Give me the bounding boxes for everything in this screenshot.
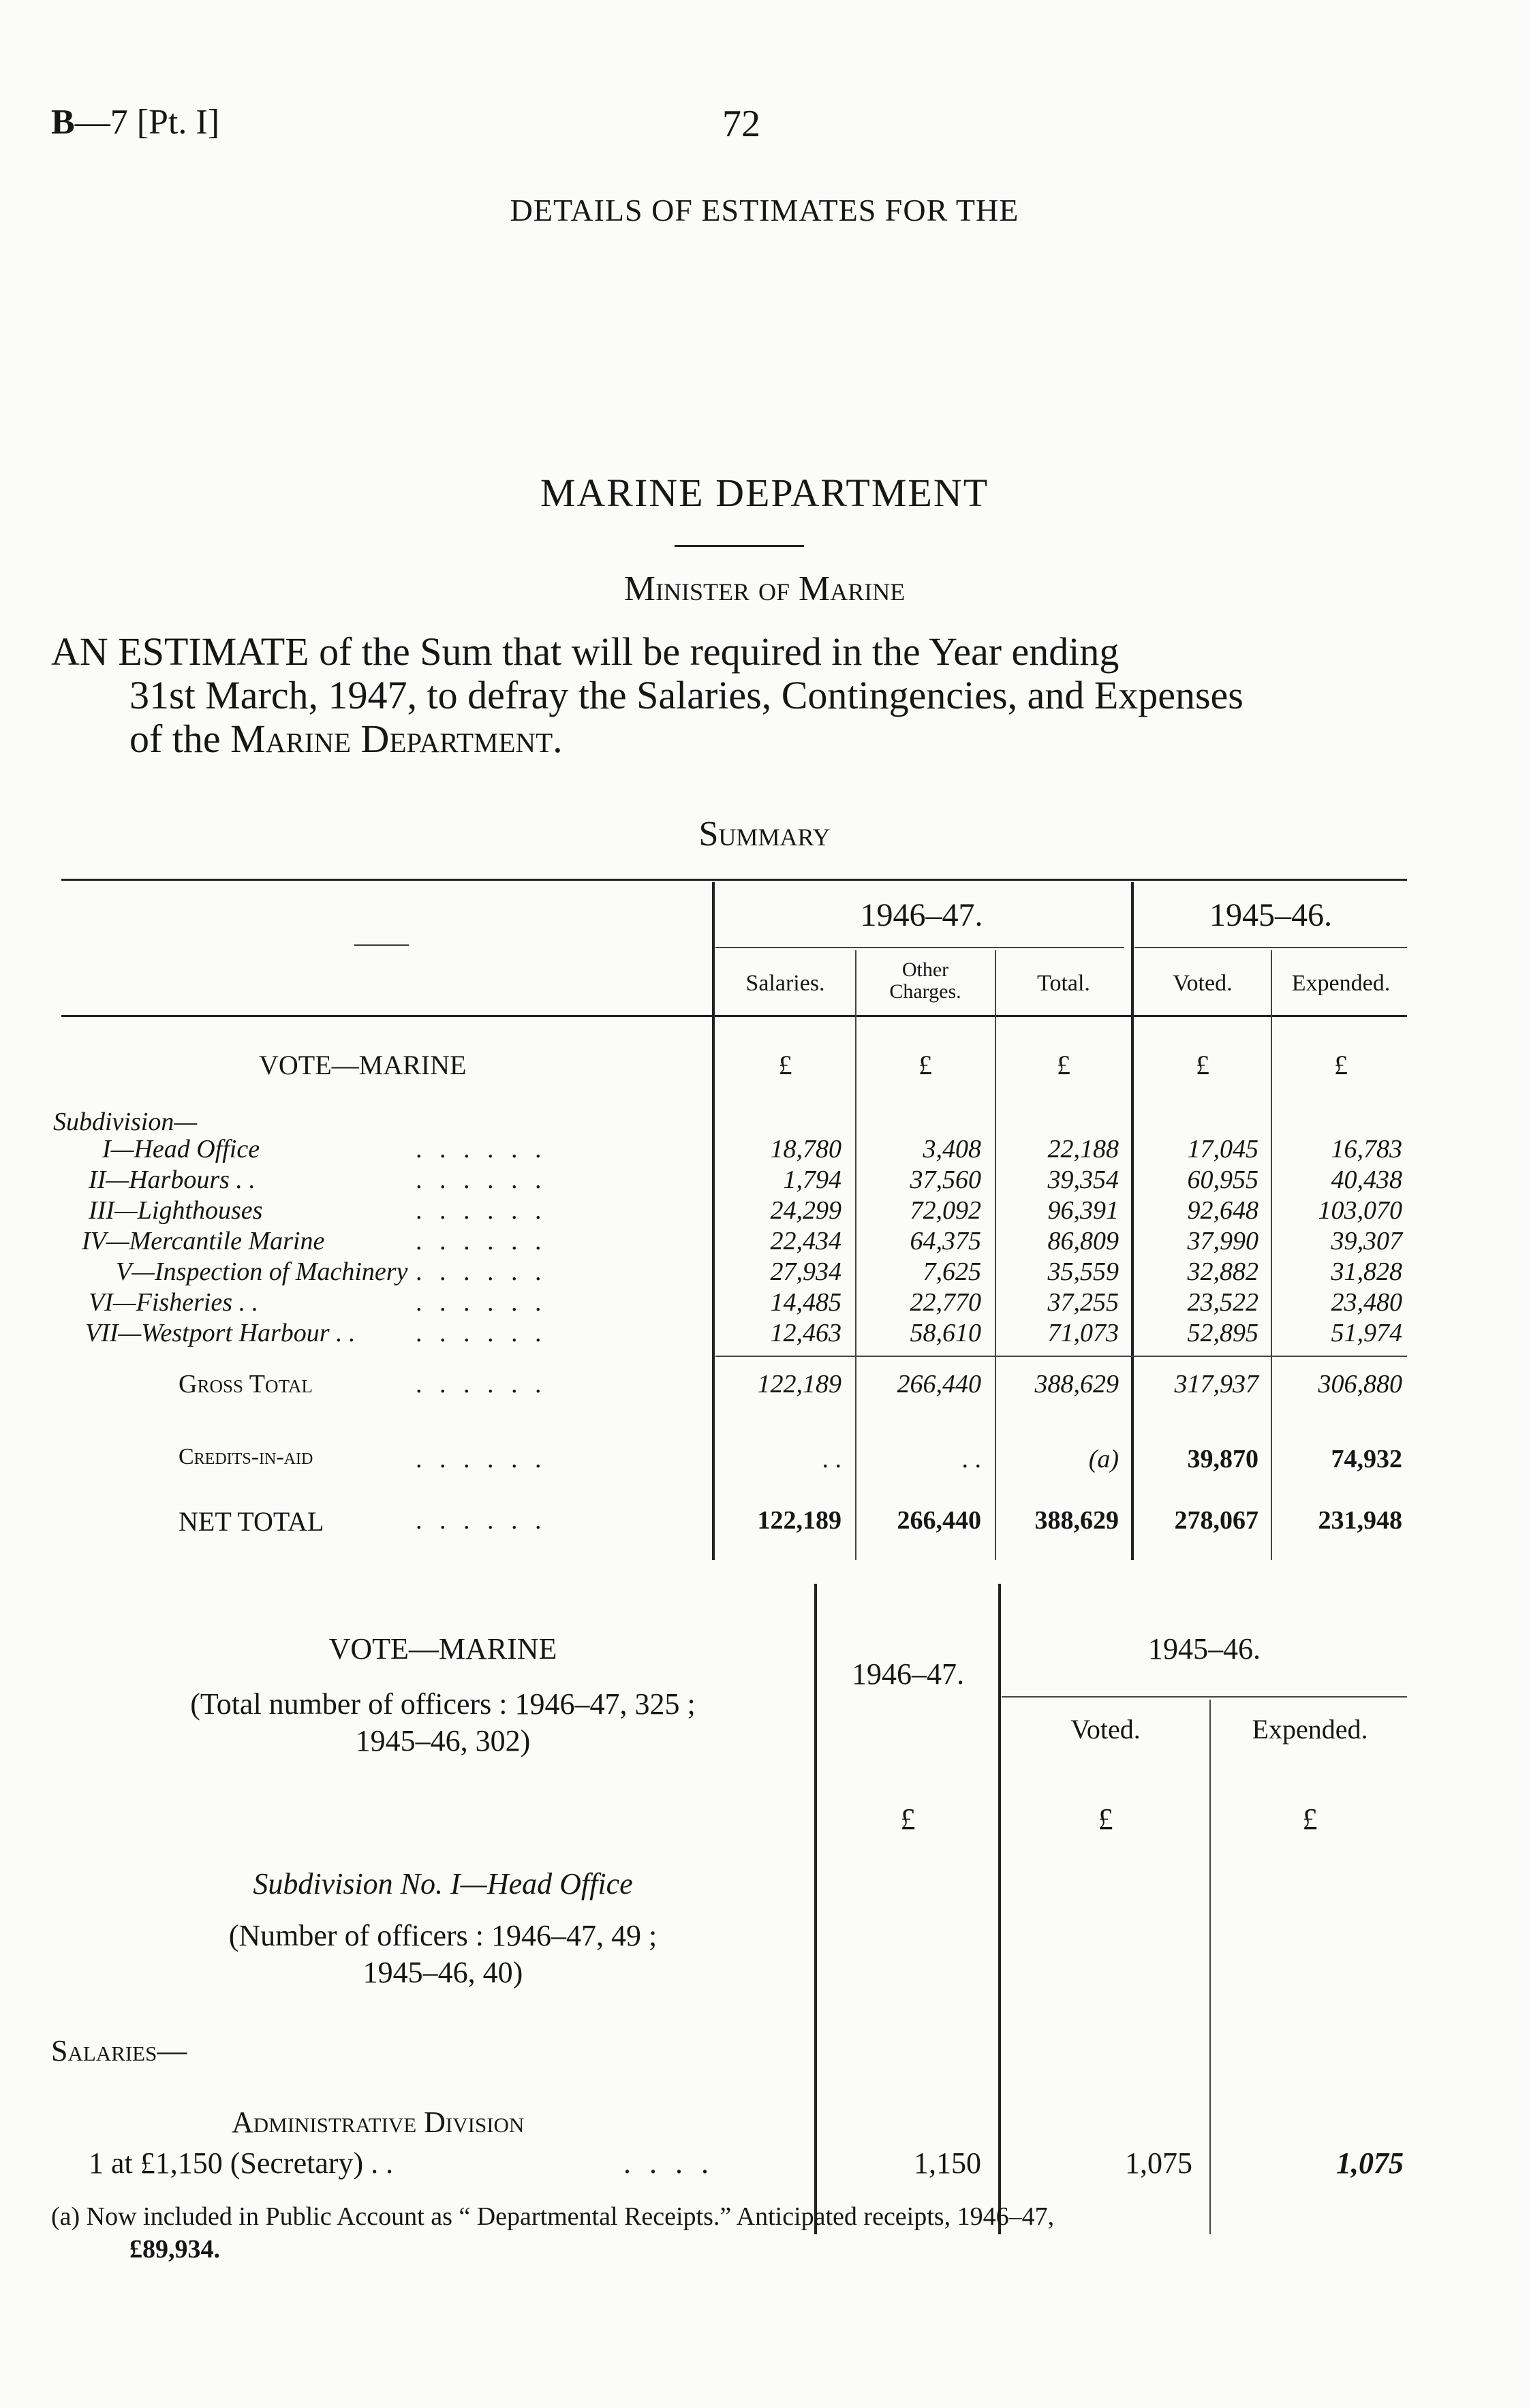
credits-expended: 74,932 bbox=[1331, 1445, 1402, 1473]
summary-title: Summary bbox=[698, 815, 831, 854]
col-salaries: Salaries. bbox=[745, 971, 825, 996]
subdivision-label: Subdivision— bbox=[53, 1108, 198, 1136]
year-previous-rule bbox=[1134, 947, 1407, 948]
footnote-line-2: £89,934. bbox=[129, 2235, 220, 2264]
net-total-label: NET TOTAL bbox=[179, 1506, 324, 1537]
currency-symbol: £ bbox=[918, 1050, 932, 1080]
col-voted: Voted. bbox=[1173, 971, 1233, 996]
summary-cell-other: 22,770 bbox=[910, 1288, 981, 1317]
credits-other: . . bbox=[961, 1445, 981, 1473]
col-expended: Expended. bbox=[1291, 971, 1391, 996]
summary-cell-other: 72,092 bbox=[910, 1196, 981, 1225]
summary-cell-expended: 16,783 bbox=[1331, 1135, 1402, 1163]
leader-dots: . . . . . . bbox=[416, 1319, 547, 1347]
summary-cell-salaries: 24,299 bbox=[770, 1196, 841, 1225]
summary-cell-salaries: 27,934 bbox=[770, 1257, 841, 1286]
department-title: MARINE DEPARTMENT bbox=[540, 471, 989, 515]
title-rule bbox=[675, 545, 804, 547]
salaries-heading: Salaries— bbox=[51, 2034, 187, 2067]
gross-total: 388,629 bbox=[1034, 1370, 1119, 1398]
currency-symbol: £ bbox=[1334, 1050, 1348, 1080]
subdivision-row-label: VII—Westport Harbour . . bbox=[85, 1319, 356, 1347]
summary-cell-salaries: 1,794 bbox=[783, 1166, 841, 1194]
page-number: 72 bbox=[722, 103, 760, 145]
leader-dots: . . . . . . bbox=[416, 1257, 547, 1286]
item-expended: 1,075 bbox=[1336, 2146, 1404, 2180]
label-divider bbox=[712, 882, 715, 1560]
summary-cell-salaries: 12,463 bbox=[770, 1319, 841, 1347]
detail-year-previous: 1945–46. bbox=[1148, 1632, 1261, 1666]
summary-cell-other: 37,560 bbox=[910, 1166, 981, 1194]
credits-voted: 39,870 bbox=[1187, 1445, 1258, 1473]
summary-cell-salaries: 22,434 bbox=[770, 1227, 841, 1255]
detail-year-current: 1946–47. bbox=[852, 1657, 964, 1691]
gross-voted: 317,937 bbox=[1174, 1370, 1258, 1398]
summary-cell-total: 96,391 bbox=[1047, 1196, 1119, 1225]
item-current: 1,150 bbox=[914, 2146, 981, 2180]
subdivision-row-label: II—Harbours . . bbox=[89, 1166, 256, 1194]
year-divider bbox=[1131, 882, 1134, 1560]
footnote-line-1: (a) Now included in Public Account as “ Departmental Receipts.” Anticipated receipts, 1946–47, bbox=[51, 2202, 1055, 2231]
detail-col-voted: Voted. bbox=[1070, 1714, 1141, 1745]
section-code: B—7 [Pt. I] bbox=[51, 103, 220, 142]
currency-symbol: £ bbox=[778, 1050, 792, 1080]
summary-cell-expended: 51,974 bbox=[1331, 1319, 1402, 1347]
summary-cell-total: 35,559 bbox=[1047, 1257, 1119, 1286]
currency-symbol: £ bbox=[1196, 1050, 1209, 1080]
table-top-rule bbox=[61, 879, 1407, 881]
summary-cell-voted: 37,990 bbox=[1187, 1227, 1258, 1255]
year-current-rule bbox=[715, 947, 1124, 948]
item-label: 1 at £1,150 (Secretary) . . bbox=[89, 2146, 394, 2180]
leader-dots: . . . . . . bbox=[416, 1135, 547, 1163]
blank-dash: —— bbox=[354, 927, 409, 958]
leader-dots: . . . . . . bbox=[416, 1506, 547, 1535]
summary-cell-salaries: 18,780 bbox=[770, 1135, 841, 1163]
credits-salaries: . . bbox=[822, 1445, 841, 1473]
subdivision-row-label: I—Head Office bbox=[102, 1135, 260, 1163]
summary-cell-expended: 31,828 bbox=[1331, 1257, 1402, 1286]
summary-cell-voted: 23,522 bbox=[1187, 1288, 1258, 1317]
leader-dots: . . . . . . bbox=[416, 1445, 547, 1473]
col-other-charges: Other Charges. bbox=[889, 958, 961, 1003]
net-other: 266,440 bbox=[897, 1506, 981, 1535]
gross-other: 266,440 bbox=[897, 1370, 981, 1398]
year-previous-header: 1945–46. bbox=[1209, 897, 1332, 933]
table-header-rule bbox=[61, 1015, 1407, 1017]
detail-divider-2 bbox=[998, 1584, 1001, 2234]
summary-cell-voted: 32,882 bbox=[1187, 1257, 1258, 1286]
summary-cell-salaries: 14,485 bbox=[770, 1288, 841, 1317]
gross-expended: 306,880 bbox=[1318, 1370, 1402, 1398]
minister-heading: Minister of Marine bbox=[623, 569, 906, 608]
summary-cell-voted: 17,045 bbox=[1187, 1135, 1258, 1163]
leader-dots: . . . . . . bbox=[416, 1196, 547, 1225]
col-divider-3 bbox=[1271, 950, 1272, 1560]
item-voted: 1,075 bbox=[1125, 2146, 1192, 2180]
summary-cell-voted: 52,895 bbox=[1187, 1319, 1258, 1347]
col-total: Total. bbox=[1037, 971, 1090, 996]
summary-cell-total: 39,354 bbox=[1047, 1166, 1119, 1194]
currency-symbol: £ bbox=[1057, 1050, 1070, 1080]
running-title: DETAILS OF ESTIMATES FOR THE bbox=[510, 193, 1019, 228]
summary-cell-total: 71,073 bbox=[1047, 1319, 1119, 1347]
leader-dots: . . . . . . bbox=[416, 1288, 547, 1317]
summary-cell-expended: 40,438 bbox=[1331, 1166, 1402, 1194]
subdivision-officers: (Number of officers : 1946–47, 49 ; 1945–46, 40) bbox=[228, 1919, 658, 1989]
division-heading: Administrative Division bbox=[232, 2106, 525, 2139]
summary-cell-expended: 103,070 bbox=[1318, 1196, 1402, 1225]
subdivision-row-label: IV—Mercantile Marine bbox=[82, 1227, 325, 1255]
summary-cell-other: 58,610 bbox=[910, 1319, 981, 1347]
summary-cell-other: 7,625 bbox=[923, 1257, 981, 1286]
detail-divider-3 bbox=[1209, 1700, 1211, 2234]
net-total: 388,629 bbox=[1034, 1506, 1119, 1535]
year-current-header: 1946–47. bbox=[860, 897, 983, 933]
leader-dots: . . . . . . bbox=[416, 1370, 547, 1398]
subdivision-row-label: III—Lighthouses bbox=[89, 1196, 263, 1225]
estimate-paragraph bbox=[51, 630, 1455, 761]
summary-cell-other: 3,408 bbox=[923, 1135, 981, 1163]
summary-cell-total: 86,809 bbox=[1047, 1227, 1119, 1255]
detail-vote-title: VOTE—MARINE bbox=[328, 1632, 557, 1666]
summary-cell-expended: 23,480 bbox=[1331, 1288, 1402, 1317]
estimate-line-2: 31st March, 1947, to defray the Salaries, Contingencies, and Expenses bbox=[129, 673, 1244, 717]
currency-symbol: £ bbox=[1098, 1802, 1113, 1836]
summary-cell-other: 64,375 bbox=[910, 1227, 981, 1255]
summary-cell-voted: 60,955 bbox=[1187, 1166, 1258, 1194]
currency-symbol: £ bbox=[900, 1802, 916, 1836]
gross-rule bbox=[715, 1356, 1407, 1357]
net-voted: 278,067 bbox=[1174, 1506, 1258, 1535]
estimate-line-1: AN ESTIMATE of the Sum that will be required in the Year ending bbox=[51, 629, 1119, 674]
summary-cell-voted: 92,648 bbox=[1187, 1196, 1258, 1225]
credits-label: Credits-in-aid bbox=[179, 1444, 313, 1469]
credits-total: (a) bbox=[1088, 1445, 1119, 1473]
summary-cell-expended: 39,307 bbox=[1331, 1227, 1402, 1255]
subdivision-title: Subdivision No. I—Head Office bbox=[253, 1867, 633, 1901]
vote-label: VOTE—MARINE bbox=[259, 1050, 467, 1080]
currency-symbol: £ bbox=[1302, 1802, 1318, 1836]
footnote bbox=[51, 2200, 1468, 2266]
col-divider-1 bbox=[855, 950, 856, 1560]
leader-dots: . . . . . . bbox=[416, 1227, 547, 1255]
gross-salaries: 122,189 bbox=[757, 1370, 841, 1398]
net-salaries: 122,189 bbox=[757, 1506, 841, 1535]
leader-dots: . . . . . . bbox=[416, 1166, 547, 1194]
leader-dots: . . . . bbox=[623, 2146, 714, 2180]
subdivision-row-label: V—Inspection of Machinery bbox=[116, 1257, 408, 1286]
gross-total-label: Gross Total bbox=[179, 1370, 313, 1398]
detail-divider-1 bbox=[814, 1584, 817, 2234]
estimate-line-3: of the Marine Department. bbox=[129, 717, 563, 761]
detail-col-expended: Expended. bbox=[1252, 1714, 1368, 1745]
detail-officers: (Total number of officers : 1946–47, 325 ; 1945–46, 302) bbox=[190, 1687, 696, 1757]
summary-cell-total: 22,188 bbox=[1047, 1135, 1119, 1163]
subdivision-row-label: VI—Fisheries . . bbox=[89, 1288, 259, 1317]
net-expended: 231,948 bbox=[1318, 1506, 1402, 1535]
detail-year-rule bbox=[1002, 1696, 1407, 1698]
summary-cell-total: 37,255 bbox=[1047, 1288, 1119, 1317]
